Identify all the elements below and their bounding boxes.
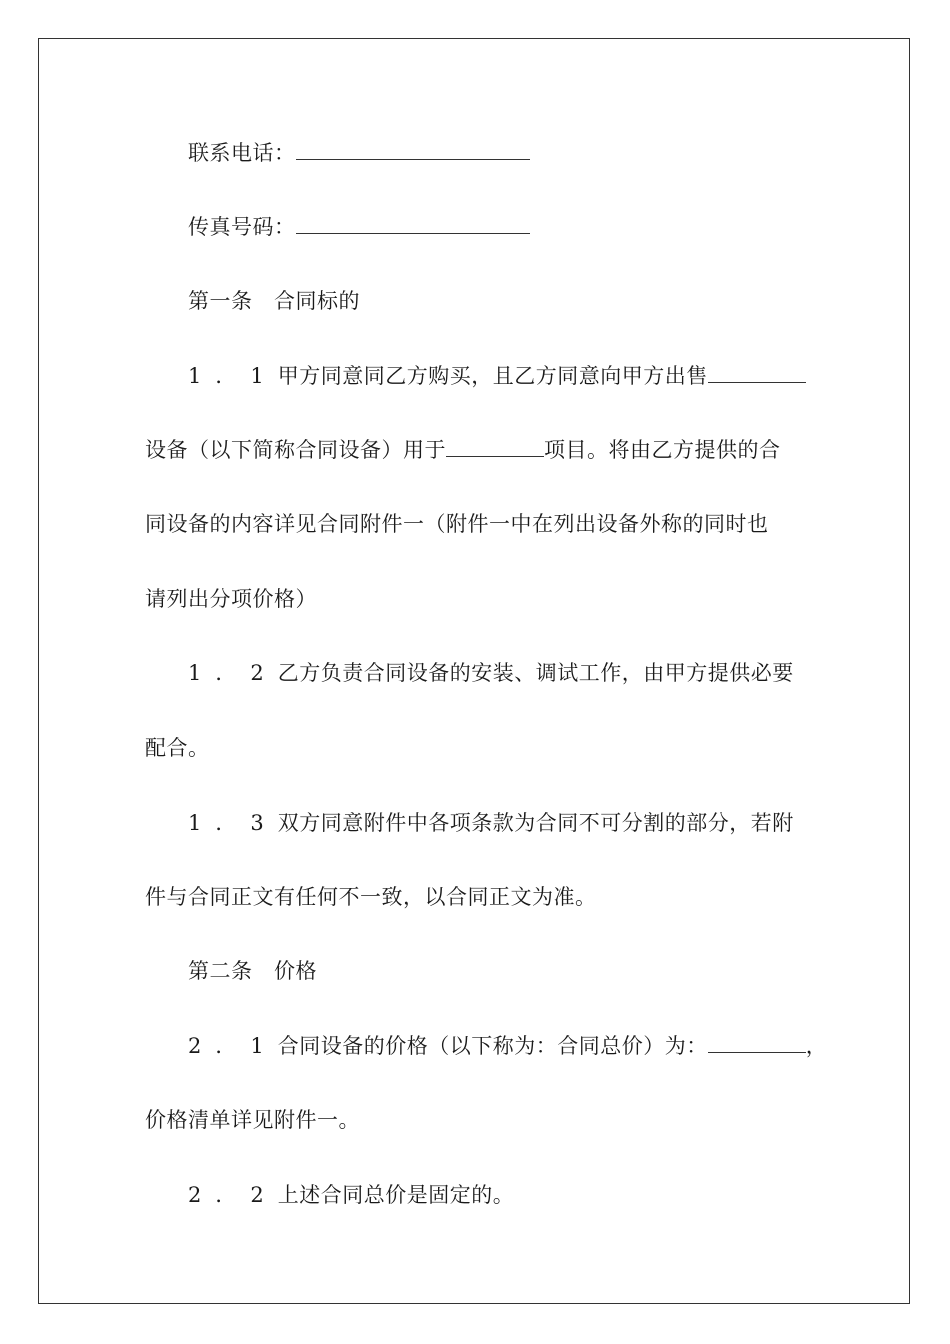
- clause-number: 2．1: [188, 1034, 278, 1058]
- total-price-blank[interactable]: [708, 1032, 806, 1053]
- clause-text: 合同设备的价格（以下称为：合同总价）为：: [277, 1034, 708, 1058]
- contact-phone-blank[interactable]: [296, 139, 530, 160]
- clause-text: 设备（以下简称合同设备）用于: [145, 438, 446, 462]
- clause-1-1-cont-1: [145, 435, 815, 465]
- fax-number-line: [188, 212, 858, 242]
- clause-text: 项目。将由乙方提供的合: [544, 438, 781, 462]
- clause-1-1-line: [188, 361, 858, 391]
- project-name-blank[interactable]: [446, 436, 544, 457]
- clause-number: 1．2: [188, 661, 278, 685]
- fax-number-blank[interactable]: [296, 213, 530, 234]
- clause-2-2-line: [188, 1180, 858, 1210]
- clause-1-1-cont-3: 请列出分项价格）: [145, 587, 317, 611]
- clause-2-1-line: [188, 1031, 858, 1061]
- clause-1-2-cont: 配合。: [145, 736, 210, 760]
- clause-text: 甲方同意同乙方购买，且乙方同意向甲方出售: [277, 364, 708, 388]
- clause-1-1-cont-2: 同设备的内容详见合同附件一（附件一中在列出设备外称的同时也: [145, 512, 769, 536]
- clause-1-3-cont: 件与合同正文有任何不一致，以合同正文为准。: [145, 885, 597, 909]
- clause-punct: ，: [805, 1034, 828, 1058]
- clause-text: 上述合同总价是固定的。: [277, 1183, 515, 1207]
- clause-text: 双方同意附件中各项条款为合同不可分割的部分，若附: [277, 811, 794, 835]
- clause-text: 乙方负责合同设备的安装、调试工作，由甲方提供必要: [277, 661, 794, 685]
- contact-phone-line: [188, 138, 858, 168]
- clause-1-3-line: [188, 808, 858, 838]
- article-2-heading: 第二条 价格: [188, 959, 317, 983]
- contact-phone-label: 联系电话：: [188, 141, 296, 165]
- article-1-heading: 第一条 合同标的: [188, 289, 360, 313]
- clause-number: 2．2: [188, 1183, 278, 1207]
- clause-1-2-line: [188, 658, 858, 688]
- equipment-name-blank[interactable]: [708, 362, 806, 383]
- fax-number-label: 传真号码：: [188, 215, 296, 239]
- clause-number: 1．1: [188, 364, 278, 388]
- clause-number: 1．3: [188, 811, 278, 835]
- clause-2-1-cont: 价格清单详见附件一。: [145, 1108, 360, 1132]
